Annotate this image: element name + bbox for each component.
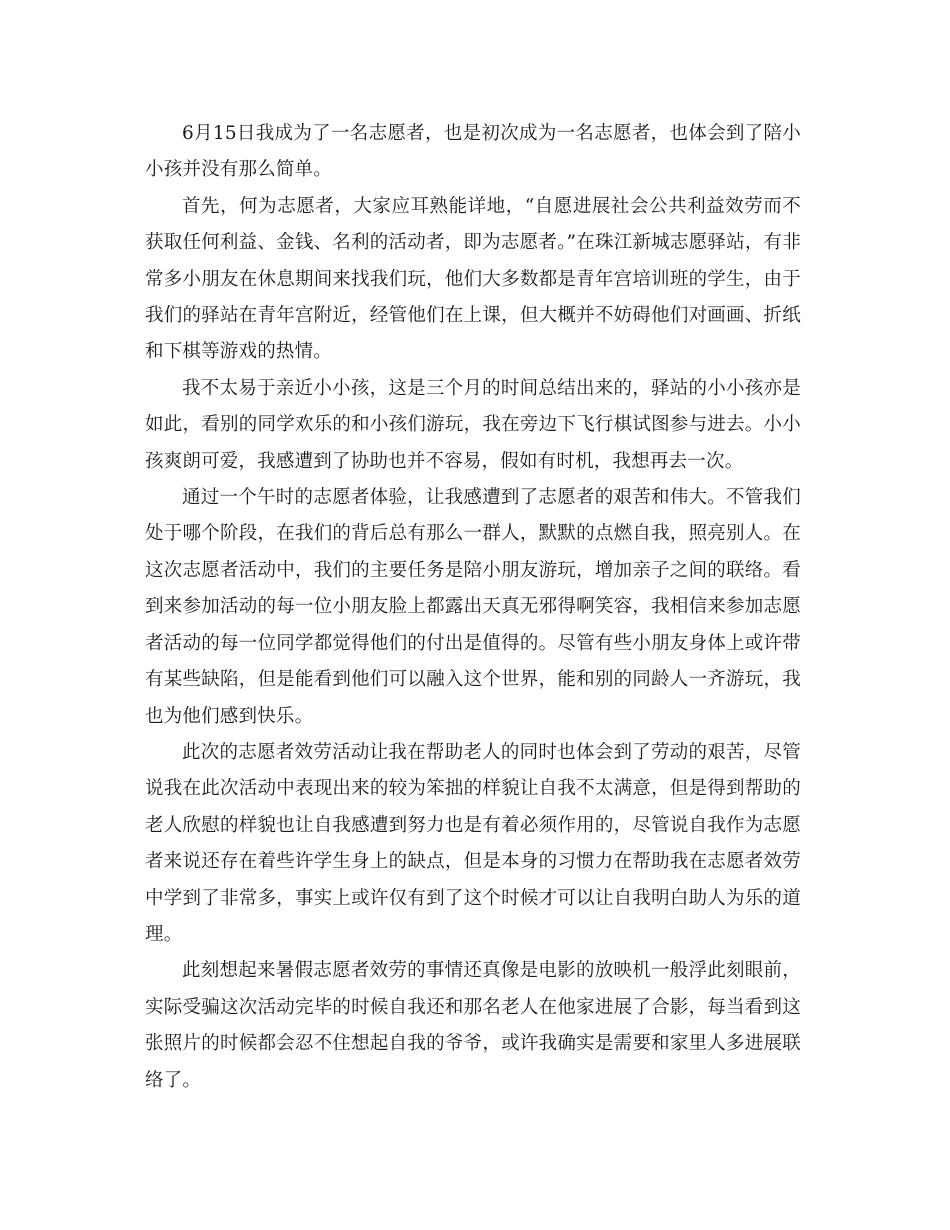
paragraph-6: 此刻想起来暑假志愿者效劳的事情还真像是电影的放映机一般浮此刻眼前，实际受骗这次活动完毕的时候自我还和那名老人在他家进展了合影，每当看到这张照片的时候都会忍不住想起自我的爷爷，或许我确实是需要和家里人多进展联络了。 — [145, 960, 801, 1091]
paragraph-4: 通过一个午时的志愿者体验，让我感遭到了志愿者的艰苦和伟大。不管我们处于哪个阶段，在我们的背后总有那么一群人，默默的点燃自我，照亮别人。在这次志愿者活动中，我们的主要任务是陪小朋友游玩，增加亲子之间的联络。看到来参加活动的每一位小朋友脸上都露出天真无邪得啊笑容，我相信来参加志愿者活动的每一位同学都觉得他们的付出是值得的。尽管有些小朋友身体上或许带有某些缺陷，但是能看到他们可以融入这个世界，能和别的同龄人一齐游玩，我也为他们感到快乐。 — [145, 487, 801, 727]
paragraph-5: 此次的志愿者效劳活动让我在帮助老人的同时也体会到了劳动的艰苦，尽管说我在此次活动中表现出来的较为笨拙的样貌让自我不太满意，但是得到帮助的老人欣慰的样貌也让自我感遭到努力也是有着必须作用的，尽管说自我作为志愿者来说还存在着些许学生身上的缺点，但是本身的习惯力在帮助我在志愿者效劳中学到了非常多，事实上或许仅有到了这个时候才可以让自我明白助人为乐的道理。 — [145, 741, 801, 945]
paragraph-3: 我不太易于亲近小小孩，这是三个月的时间总结出来的，驿站的小小孩亦是如此，看别的同学欢乐的和小孩们游玩，我在旁边下飞行棋试图参与进去。小小孩爽朗可爱，我感遭到了协助也并不容易，假如有时机，我想再去一次。 — [145, 377, 801, 472]
paragraph-1: 6月15日我成为了一名志愿者，也是初次成为一名志愿者，也体会到了陪小小孩并没有那么简单。 — [145, 123, 801, 181]
paragraph-2: 首先，何为志愿者，大家应耳熟能详地，“自愿进展社会公共利益效劳而不获取任何利益、金钱、名利的活动者，即为志愿者。”在珠江新城志愿驿站，有非常多小朋友在休息期间来找我们玩，他们大多数都是青年宫培训班的学生，由于我们的驿站在青年宫附近，经管他们在上课，但大概并不妨碍他们对画画、折纸和下棋等游戏的热情。 — [145, 195, 801, 363]
document-body — [145, 116, 801, 1099]
